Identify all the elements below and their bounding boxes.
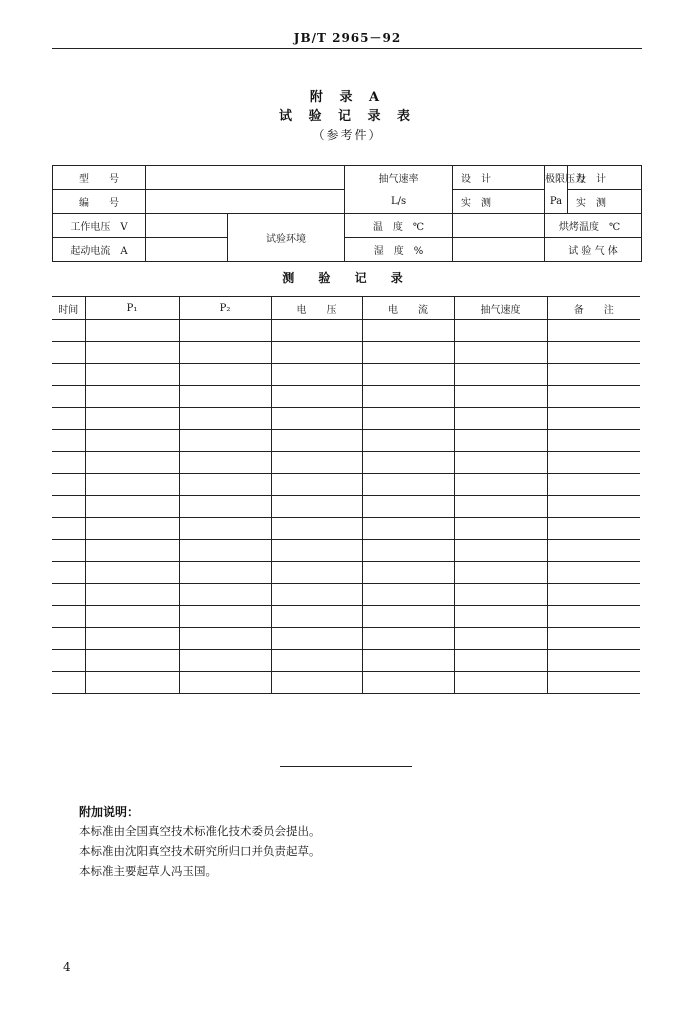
record-cell (179, 562, 271, 584)
column-header: 抽气速度 (454, 297, 547, 320)
test-gas-label: 试 验 气 体 (545, 238, 642, 262)
ultimate-pressure-label: 极限压力 (545, 166, 568, 190)
record-cell (179, 518, 271, 540)
measured2-label: 实 测 (568, 190, 642, 214)
record-cell (271, 452, 362, 474)
temperature-label: 温 度 ℃ (345, 214, 453, 238)
record-cell (454, 474, 547, 496)
appendix-note: （参考件） (312, 128, 383, 142)
record-cell (362, 386, 454, 408)
record-cell (454, 606, 547, 628)
record-cell (547, 386, 640, 408)
record-cell (362, 672, 454, 694)
record-row (52, 430, 640, 452)
record-row (52, 320, 640, 342)
record-cell (179, 364, 271, 386)
record-cell (271, 364, 362, 386)
record-cell (547, 474, 640, 496)
record-cell (454, 628, 547, 650)
record-cell (179, 584, 271, 606)
column-header: 备 注 (547, 297, 640, 320)
record-cell (179, 628, 271, 650)
record-cell (85, 650, 179, 672)
record-cell (547, 584, 640, 606)
record-cell (454, 408, 547, 430)
record-row (52, 474, 640, 496)
record-cell (271, 628, 362, 650)
record-row (52, 672, 640, 694)
record-cell (52, 452, 85, 474)
record-row (52, 518, 640, 540)
record-row (52, 540, 640, 562)
serial-label: 编 号 (53, 190, 146, 214)
record-cell (85, 672, 179, 694)
record-cell (362, 628, 454, 650)
design2-label: 设 计 (568, 166, 642, 190)
record-cell (547, 320, 640, 342)
record-cell (271, 386, 362, 408)
record-title: 测 验 记 录 (282, 271, 413, 285)
record-cell (454, 430, 547, 452)
design-label: 设 计 (453, 166, 545, 190)
record-cell (85, 408, 179, 430)
record-cell (547, 408, 640, 430)
standard-code: JB/T 2965－92 (293, 31, 402, 45)
record-cell (179, 430, 271, 452)
pump-speed-label: 抽气速率 (345, 166, 453, 190)
record-cell (85, 342, 179, 364)
record-cell (362, 606, 454, 628)
working-voltage-label: 工作电压 V (53, 214, 146, 238)
temperature-value (453, 214, 545, 238)
record-cell (547, 650, 640, 672)
record-cell (362, 496, 454, 518)
record-cell (547, 540, 640, 562)
record-row (52, 606, 640, 628)
record-cell (52, 430, 85, 452)
record-cell (179, 386, 271, 408)
record-cell (85, 562, 179, 584)
record-cell (85, 386, 179, 408)
record-cell (547, 628, 640, 650)
record-cell (362, 584, 454, 606)
record-cell (271, 474, 362, 496)
record-cell (547, 496, 640, 518)
record-cell (362, 562, 454, 584)
appendix-subtitle: 试 验 记 录 表 (278, 109, 417, 124)
column-header: 时间 (52, 297, 85, 320)
record-cell (454, 320, 547, 342)
serial-value (146, 190, 345, 214)
record-cell (271, 650, 362, 672)
column-header: 电 流 (362, 297, 454, 320)
record-cell (85, 452, 179, 474)
record-cell (52, 650, 85, 672)
record-cell (85, 584, 179, 606)
record-cell (52, 584, 85, 606)
record-cell (85, 606, 179, 628)
record-cell (362, 408, 454, 430)
bake-temp-label: 烘烤温度 ℃ (545, 214, 642, 238)
note-line: 本标准由全国真空技术标准化技术委员会提出。 (79, 824, 321, 838)
record-cell (85, 540, 179, 562)
test-env-label: 试验环境 (228, 214, 345, 262)
record-row (52, 628, 640, 650)
starting-current-value (146, 238, 228, 262)
record-cell (271, 562, 362, 584)
record-cell (52, 496, 85, 518)
pump-speed-unit: L/s (345, 190, 453, 214)
record-cell (454, 672, 547, 694)
record-cell (454, 364, 547, 386)
model-value (146, 166, 345, 190)
appendix-title: 附 录 A (309, 90, 386, 105)
record-row (52, 386, 640, 408)
record-row (52, 562, 640, 584)
record-cell (271, 518, 362, 540)
record-cell (362, 320, 454, 342)
info-table (52, 165, 642, 262)
record-row (52, 408, 640, 430)
record-table (52, 296, 640, 694)
record-cell (179, 452, 271, 474)
record-cell (52, 562, 85, 584)
record-cell (179, 474, 271, 496)
record-row (52, 342, 640, 364)
record-cell (362, 430, 454, 452)
record-cell (271, 606, 362, 628)
working-voltage-value (146, 214, 228, 238)
record-cell (85, 496, 179, 518)
record-cell (547, 518, 640, 540)
record-cell (547, 562, 640, 584)
record-cell (271, 584, 362, 606)
record-cell (547, 430, 640, 452)
column-header: P₁ (85, 297, 179, 320)
record-cell (454, 518, 547, 540)
record-cell (454, 562, 547, 584)
record-cell (179, 320, 271, 342)
record-cell (52, 672, 85, 694)
record-cell (271, 320, 362, 342)
record-cell (362, 650, 454, 672)
record-cell (271, 408, 362, 430)
record-cell (179, 672, 271, 694)
record-cell (547, 342, 640, 364)
record-cell (454, 540, 547, 562)
record-cell (85, 430, 179, 452)
page-number: 4 (63, 960, 71, 974)
record-row (52, 364, 640, 386)
record-cell (52, 628, 85, 650)
record-cell (454, 584, 547, 606)
record-cell (52, 386, 85, 408)
record-cell (52, 408, 85, 430)
record-cell (85, 474, 179, 496)
record-cell (52, 474, 85, 496)
ultimate-pressure-unit: Pa (545, 190, 568, 214)
record-cell (271, 342, 362, 364)
record-cell (454, 342, 547, 364)
record-cell (271, 430, 362, 452)
record-cell (454, 386, 547, 408)
end-rule (280, 766, 412, 767)
record-cell (547, 672, 640, 694)
record-row (52, 584, 640, 606)
record-cell (362, 540, 454, 562)
record-cell (271, 540, 362, 562)
record-cell (52, 342, 85, 364)
record-row (52, 650, 640, 672)
note-line: 本标准主要起草人冯玉国。 (79, 864, 217, 878)
record-cell (179, 408, 271, 430)
record-cell (271, 672, 362, 694)
column-header: P₂ (179, 297, 271, 320)
record-cell (362, 452, 454, 474)
record-cell (454, 496, 547, 518)
record-cell (547, 364, 640, 386)
record-row (52, 496, 640, 518)
model-label: 型 号 (53, 166, 146, 190)
notes-heading: 附加说明： (79, 805, 140, 819)
record-cell (362, 474, 454, 496)
column-header: 电 压 (271, 297, 362, 320)
record-cell (52, 540, 85, 562)
record-cell (85, 628, 179, 650)
record-cell (85, 364, 179, 386)
record-cell (85, 518, 179, 540)
record-row (52, 452, 640, 474)
record-cell (179, 342, 271, 364)
humidity-value (453, 238, 545, 262)
record-cell (52, 518, 85, 540)
record-cell (52, 364, 85, 386)
record-cell (52, 606, 85, 628)
record-cell (179, 496, 271, 518)
record-cell (179, 606, 271, 628)
record-cell (52, 320, 85, 342)
record-cell (547, 452, 640, 474)
record-cell (179, 540, 271, 562)
record-cell (362, 364, 454, 386)
starting-current-label: 起动电流 A (53, 238, 146, 262)
record-cell (454, 452, 547, 474)
record-cell (85, 320, 179, 342)
measured-label: 实 测 (453, 190, 545, 214)
humidity-label: 湿 度 % (345, 238, 453, 262)
record-cell (362, 518, 454, 540)
record-cell (547, 606, 640, 628)
header-rule (52, 48, 642, 49)
record-cell (454, 650, 547, 672)
record-cell (271, 496, 362, 518)
record-cell (179, 650, 271, 672)
record-cell (362, 342, 454, 364)
note-line: 本标准由沈阳真空技术研究所归口并负责起草。 (79, 844, 321, 858)
